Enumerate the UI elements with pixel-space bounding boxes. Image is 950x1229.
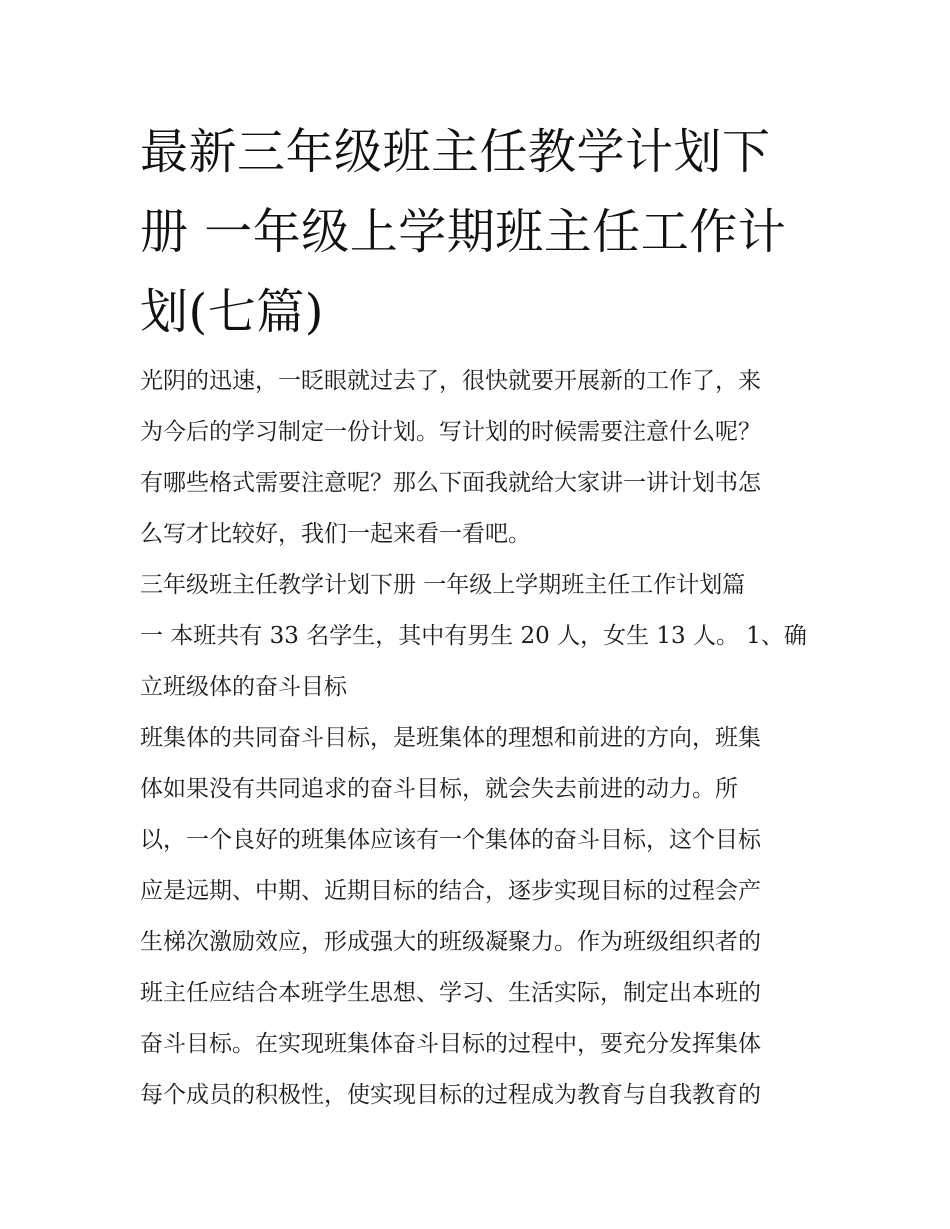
document-title [140,112,820,352]
body-line: 体如果没有共同追求的奋斗目标，就会失去前进的动力。所 [140,776,738,802]
body-line: 班集体的共同奋斗目标，是班集体的理想和前进的方向，班集 [140,725,761,751]
body-line: 班主任应结合本班学生思想、学习、生活实际，制定出本班的 [140,980,761,1006]
body-line: 为今后的学习制定一份计划。写计划的时候需要注意什么呢？ [140,419,761,445]
body-line: 光阴的迅速，一眨眼就过去了，很快就要开展新的工作了，来 [140,368,761,394]
body-line: 每个成员的积极性，使实现目标的过程成为教育与自我教育的 [140,1082,761,1108]
body-line: 奋斗目标。在实现班集体奋斗目标的过程中，要充分发挥集体 [140,1031,761,1057]
body-line: 有哪些格式需要注意呢？那么下面我就给大家讲一讲计划书怎 [140,470,761,496]
body-line: 立班级体的奋斗目标 [140,674,347,700]
title-line: 最新三年级班主任教学计划下 [140,124,771,180]
document-body [140,356,820,1121]
body-line: 么写才比较好，我们一起来看一看吧。 [140,521,531,547]
title-line: 册 一年级上学期班主任工作计 [140,204,787,260]
body-line: 生梯次激励效应，形成强大的班级凝聚力。作为班级组织者的 [140,929,761,955]
body-line: 三年级班主任教学计划下册 一年级上学期班主任工作计划篇 [140,572,746,598]
body-line: 应是远期、中期、近期目标的结合，逐步实现目标的过程会产 [140,878,761,904]
body-line: 以，一个良好的班集体应该有一个集体的奋斗目标，这个目标 [140,827,761,853]
title-line: 划(七篇) [140,284,324,340]
body-line: 一 本班共有 33 名学生，其中有男生 20 人，女生 13 人。 1、确 [140,623,807,649]
